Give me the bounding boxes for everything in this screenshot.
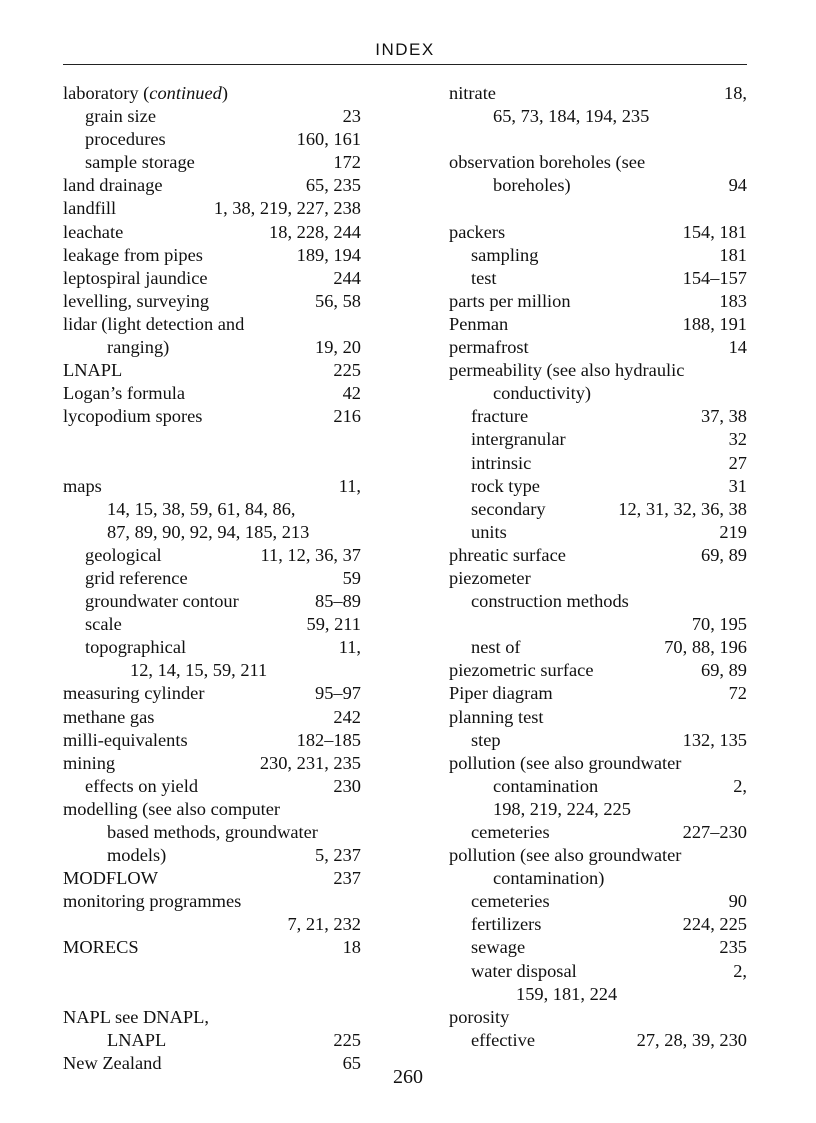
- index-page-refs: 19, 20: [315, 337, 361, 358]
- index-page-refs: 225: [333, 1029, 361, 1050]
- index-entry: [63, 613, 361, 636]
- index-term: grid reference: [85, 567, 188, 588]
- index-term: boreholes): [493, 175, 571, 196]
- index-term: step: [471, 729, 501, 750]
- index-entry: [449, 359, 747, 382]
- index-entry: [63, 244, 361, 267]
- index-entry: [449, 706, 747, 729]
- index-entry: [63, 313, 361, 336]
- index-entry: [449, 221, 747, 244]
- running-header: INDEX: [375, 40, 435, 59]
- index-page-refs: 11,: [338, 475, 361, 496]
- index-entry: [449, 775, 747, 798]
- index-page-refs: 65, 235: [305, 175, 361, 196]
- index-page-refs: 70, 88, 196: [664, 637, 747, 658]
- index-term: lycopodium spores: [63, 406, 203, 427]
- index-term: methane gas: [63, 706, 155, 727]
- index-entry: [449, 174, 747, 197]
- index-page-refs: 31: [728, 475, 747, 496]
- index-entry: [449, 544, 747, 567]
- entry-spacer: [449, 128, 747, 151]
- index-page-refs: 59: [342, 567, 361, 588]
- index-page-refs: 189, 194: [296, 244, 361, 265]
- index-entry: [63, 636, 361, 659]
- index-entry: [63, 729, 361, 752]
- index-entry: [63, 544, 361, 567]
- index-page-refs: 23: [342, 106, 361, 127]
- index-term: 87, 89, 90, 92, 94, 185, 213: [107, 521, 310, 542]
- index-entry: [449, 428, 747, 451]
- index-page-refs: 42: [342, 383, 361, 404]
- index-page-refs: 56, 58: [315, 290, 361, 311]
- index-term: ranging): [107, 337, 170, 358]
- index-term: intrinsic: [471, 452, 532, 473]
- index-entry: [449, 267, 747, 290]
- index-entry: [63, 267, 361, 290]
- index-page-refs: 70, 195: [691, 614, 747, 635]
- index-term: maps: [63, 475, 102, 496]
- index-entry: [63, 405, 361, 428]
- index-entry: [449, 821, 747, 844]
- index-page-refs: 85–89: [315, 591, 361, 612]
- index-entry: [449, 82, 747, 105]
- index-entry: [449, 636, 747, 659]
- index-entry: [63, 197, 361, 220]
- index-term: leachate: [63, 221, 124, 242]
- index-entry: [63, 359, 361, 382]
- index-page-refs: 182–185: [296, 729, 361, 750]
- index-term: observation boreholes (see: [449, 152, 646, 173]
- index-entry: [63, 936, 361, 959]
- index-term: based methods, groundwater: [107, 822, 318, 842]
- index-entry: [63, 567, 361, 590]
- entry-spacer: [449, 197, 747, 220]
- index-term: permafrost: [449, 337, 529, 358]
- index-term: 65, 73, 184, 194, 235: [493, 106, 650, 127]
- index-entry: [449, 313, 747, 336]
- index-term: phreatic surface: [449, 544, 566, 565]
- index-page-refs: 242: [333, 706, 361, 727]
- index-entry: [63, 706, 361, 729]
- index-page-refs: 18, 228, 244: [269, 221, 361, 242]
- index-term: modelling (see also computer: [63, 798, 281, 819]
- index-term: pollution (see also groundwater: [449, 845, 682, 866]
- index-column-right: [449, 82, 747, 1052]
- index-term: planning test: [449, 706, 544, 727]
- index-page-refs: 7, 21, 232: [287, 914, 361, 935]
- index-entry: [63, 659, 361, 682]
- index-term: porosity: [449, 1006, 510, 1027]
- index-term: milli-equivalents: [63, 729, 188, 750]
- index-entry: [449, 844, 747, 867]
- index-entry: [449, 613, 747, 636]
- index-page-refs: 37, 38: [701, 406, 747, 427]
- index-page-refs: 12, 31, 32, 36, 38: [618, 498, 747, 519]
- page-number: 260: [393, 1066, 423, 1088]
- index-page-refs: 27, 28, 39, 230: [636, 1029, 747, 1050]
- index-entry: [449, 1029, 747, 1052]
- index-term: MODFLOW: [63, 868, 159, 889]
- index-entry: [449, 452, 747, 475]
- index-page-refs: 69, 89: [701, 544, 747, 565]
- index-term: MORECS: [63, 937, 139, 958]
- index-page-refs: 172: [333, 152, 361, 173]
- index-term: Penman: [449, 313, 509, 334]
- index-page-refs: 154–157: [682, 267, 747, 288]
- index-term: piezometer: [449, 567, 531, 588]
- index-term: contamination: [493, 775, 599, 796]
- index-entry: [449, 890, 747, 913]
- index-page-refs: 227–230: [682, 822, 747, 842]
- index-entry: [449, 521, 747, 544]
- index-entry: [449, 382, 747, 405]
- index-term: measuring cylinder: [63, 683, 205, 704]
- index-column-left: [63, 82, 361, 1075]
- index-page-refs: 32: [728, 429, 747, 450]
- index-term: monitoring programmes: [63, 891, 242, 912]
- index-term: parts per million: [449, 290, 571, 311]
- index-term: sampling: [471, 244, 539, 265]
- index-entry: [63, 521, 361, 544]
- index-term: fertilizers: [471, 914, 542, 935]
- index-entry: [449, 659, 747, 682]
- index-entry: [63, 382, 361, 405]
- index-term: intergranular: [471, 429, 566, 450]
- index-term: cemeteries: [471, 822, 550, 842]
- index-entry: [63, 752, 361, 775]
- index-term: LNAPL: [107, 1029, 167, 1050]
- index-page-refs: 2,: [733, 775, 747, 796]
- index-page-refs: 27: [728, 452, 747, 473]
- index-entry: [63, 913, 361, 936]
- index-term: topographical: [85, 637, 187, 658]
- index-entry: [449, 336, 747, 359]
- index-page-refs: 72: [728, 683, 747, 704]
- index-entry: [449, 682, 747, 705]
- index-entry: [63, 498, 361, 521]
- index-term: LNAPL: [63, 360, 123, 381]
- index-page-refs: 235: [719, 937, 747, 958]
- entry-spacer: [63, 960, 361, 983]
- index-entry: [449, 867, 747, 890]
- index-term: NAPL see DNAPL,: [63, 1006, 209, 1027]
- index-term: permeability (see also hydraulic: [449, 360, 685, 381]
- index-term: 159, 181, 224: [516, 983, 618, 1004]
- index-page-refs: 94: [728, 175, 747, 196]
- index-entry: [449, 290, 747, 313]
- index-page-refs: 95–97: [315, 683, 361, 704]
- index-entry: [449, 752, 747, 775]
- index-term: leakage from pipes: [63, 244, 203, 265]
- index-term: pollution (see also groundwater: [449, 752, 682, 773]
- index-term: scale: [85, 614, 122, 635]
- index-page-refs: 65: [342, 1052, 361, 1073]
- index-entry: [449, 729, 747, 752]
- index-entry: [449, 475, 747, 498]
- index-term: Piper diagram: [449, 683, 553, 704]
- index-entry: [63, 798, 361, 821]
- index-entry: [63, 775, 361, 798]
- index-term: effects on yield: [85, 775, 199, 796]
- index-entry: [63, 221, 361, 244]
- index-term: fracture: [471, 406, 529, 427]
- index-entry: [449, 567, 747, 590]
- index-page-refs: 181: [719, 244, 747, 265]
- index-entry: [63, 290, 361, 313]
- index-term: test: [471, 267, 497, 288]
- index-term: secondary: [471, 498, 546, 519]
- index-entry: [63, 682, 361, 705]
- index-entry: [63, 151, 361, 174]
- index-page-refs: 219: [719, 521, 747, 542]
- index-page-refs: 188, 191: [682, 313, 747, 334]
- index-page-refs: 230: [333, 775, 361, 796]
- index-term: units: [471, 521, 507, 542]
- index-entry: [63, 844, 361, 867]
- index-term: effective: [471, 1029, 535, 1050]
- index-term: construction methods: [471, 591, 629, 612]
- index-page-refs: 2,: [733, 960, 747, 981]
- index-term: 14, 15, 38, 59, 61, 84, 86,: [107, 498, 296, 519]
- index-entry: [449, 151, 747, 174]
- index-term: sample storage: [85, 152, 195, 173]
- index-page-refs: 59, 211: [306, 614, 361, 635]
- index-page-refs: 237: [333, 868, 361, 889]
- index-term: levelling, surveying: [63, 290, 210, 311]
- index-entry: [63, 128, 361, 151]
- index-term: conductivity): [493, 383, 592, 404]
- index-entry: [449, 405, 747, 428]
- index-entry: [63, 105, 361, 128]
- index-page-refs: 1, 38, 219, 227, 238: [213, 198, 361, 219]
- entry-spacer: [63, 452, 361, 475]
- index-page-refs: 90: [728, 891, 747, 912]
- index-entry: [449, 1006, 747, 1029]
- index-page-refs: 183: [719, 290, 747, 311]
- index-page-refs: 160, 161: [296, 129, 361, 150]
- index-page-refs: 5, 237: [315, 845, 361, 866]
- index-entry: [449, 590, 747, 613]
- index-term: water disposal: [471, 960, 577, 981]
- index-term: New Zealand: [63, 1052, 162, 1073]
- index-term: rock type: [471, 475, 540, 496]
- index-page-refs: 225: [333, 360, 361, 381]
- index-entry: [449, 913, 747, 936]
- index-term: groundwater contour: [85, 591, 239, 612]
- index-page-refs: 154, 181: [682, 221, 747, 242]
- index-term: 12, 14, 15, 59, 211: [130, 660, 268, 681]
- index-page-refs: 69, 89: [701, 660, 747, 681]
- index-entry: [449, 798, 747, 821]
- index-entry: [449, 936, 747, 959]
- index-term: piezometric surface: [449, 660, 594, 681]
- index-term: cemeteries: [471, 891, 550, 912]
- index-term: leptospiral jaundice: [63, 267, 208, 288]
- index-entry: [449, 244, 747, 267]
- header-rule: [63, 64, 747, 65]
- index-page-refs: 244: [333, 267, 361, 288]
- index-term: land drainage: [63, 175, 163, 196]
- index-entry: [63, 1006, 361, 1029]
- index-entry: [449, 105, 747, 128]
- index-term: landfill: [63, 198, 117, 219]
- index-term: laboratory (continued): [63, 83, 228, 103]
- index-entry: [63, 82, 361, 105]
- index-page-refs: 11,: [338, 637, 361, 658]
- index-entry: [449, 983, 747, 1006]
- index-term: nest of: [471, 637, 521, 658]
- index-entry: [63, 475, 361, 498]
- index-term: sewage: [471, 937, 526, 958]
- index-page-refs: 230, 231, 235: [259, 752, 361, 773]
- entry-spacer: [63, 983, 361, 1006]
- index-entry: [449, 498, 747, 521]
- index-term: mining: [63, 752, 116, 773]
- index-page-refs: 216: [333, 406, 361, 427]
- index-entry: [63, 890, 361, 913]
- index-term: packers: [449, 221, 506, 242]
- index-page-refs: 132, 135: [682, 729, 747, 750]
- index-term: lidar (light detection and: [63, 313, 245, 334]
- index-entry: [63, 821, 361, 844]
- index-entry: [449, 960, 747, 983]
- index-term: procedures: [85, 129, 166, 150]
- entry-spacer: [63, 428, 361, 451]
- index-entry: [63, 1029, 361, 1052]
- index-term: Logan’s formula: [63, 383, 186, 404]
- index-page-refs: 18: [342, 937, 361, 958]
- index-page-refs: 14: [728, 337, 747, 358]
- index-entry: [63, 590, 361, 613]
- index-term: nitrate: [449, 83, 496, 103]
- index-term: models): [107, 845, 167, 866]
- index-term: contamination): [493, 868, 605, 889]
- index-page-refs: 11, 12, 36, 37: [260, 544, 361, 565]
- index-page-refs: 224, 225: [682, 914, 747, 935]
- index-entry: [63, 174, 361, 197]
- index-term: grain size: [85, 106, 156, 127]
- index-term: geological: [85, 544, 162, 565]
- index-term: 198, 219, 224, 225: [493, 798, 631, 819]
- index-page-refs: 18,: [724, 83, 747, 103]
- index-entry: [63, 336, 361, 359]
- index-entry: [63, 867, 361, 890]
